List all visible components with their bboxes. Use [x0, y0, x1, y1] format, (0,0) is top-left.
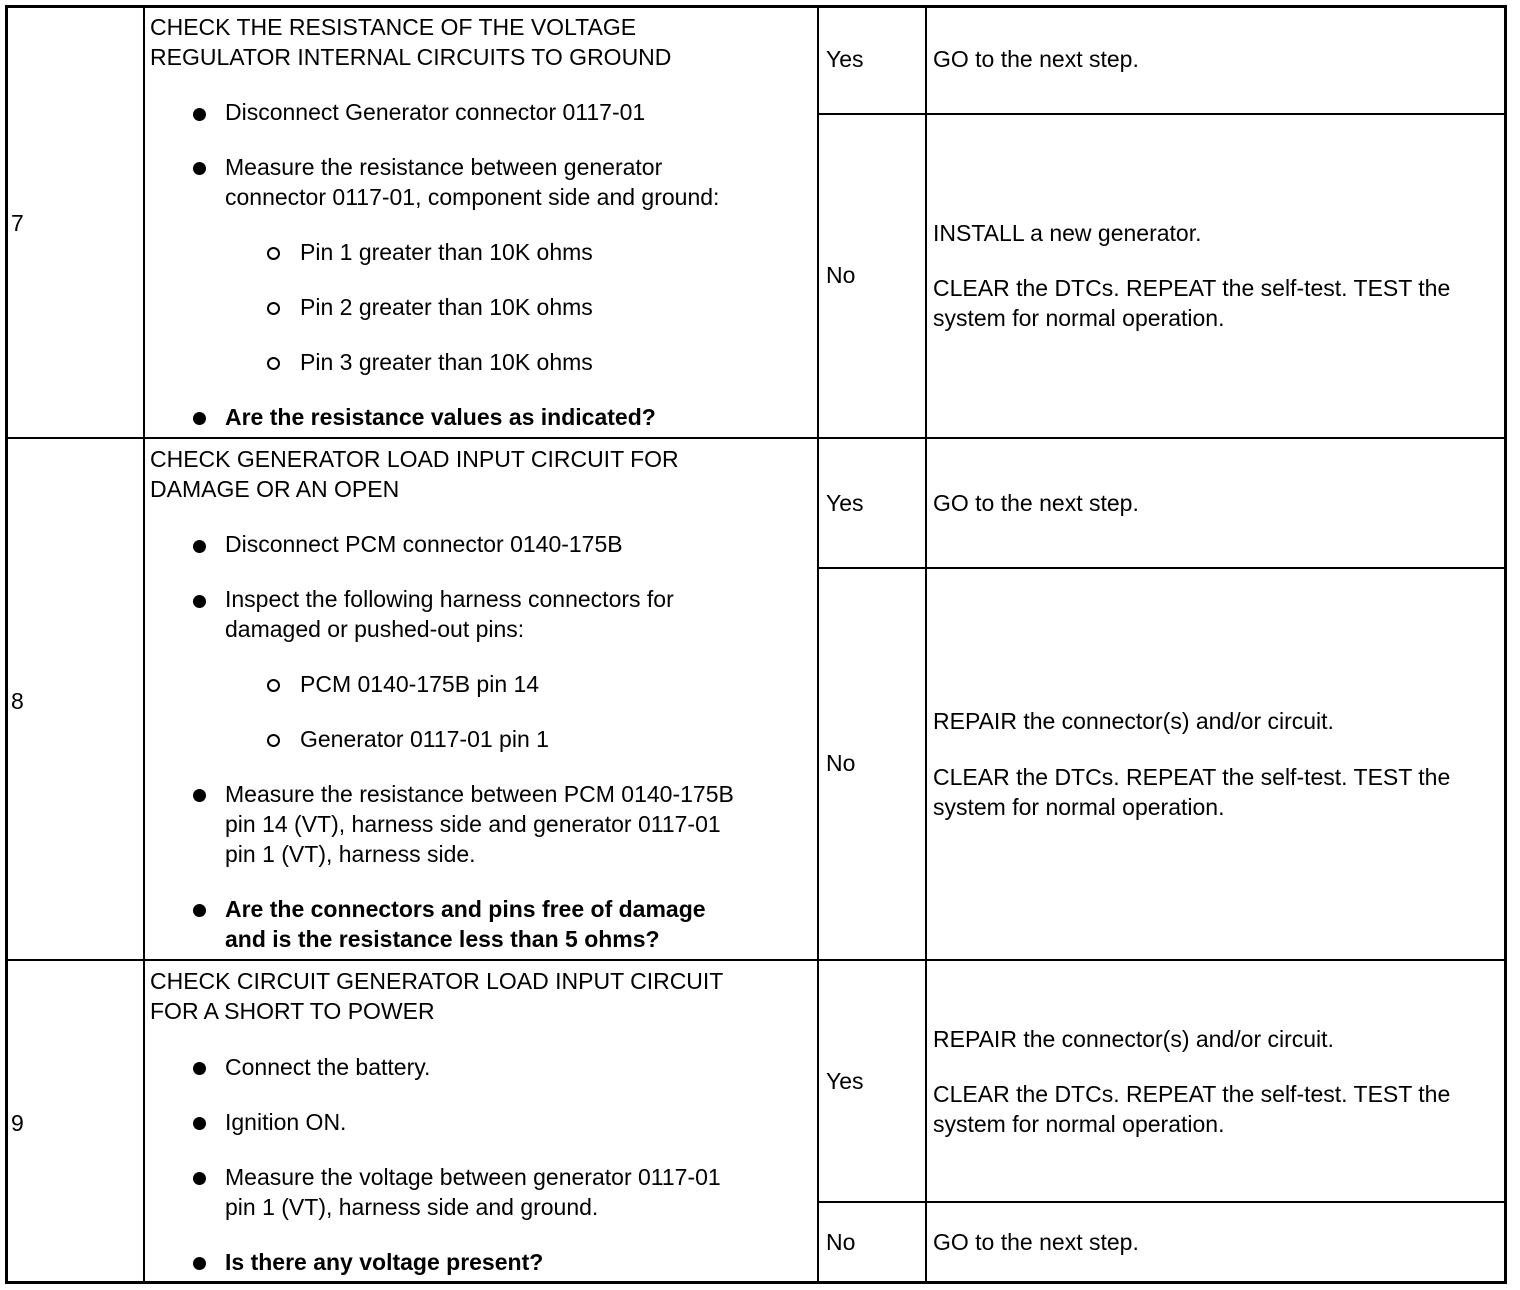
no-action: CLEAR the DTCs. REPEAT the self-test. TEST the: [933, 764, 1451, 790]
bullet-text: Measure the voltage between generator 0117-01: [225, 1164, 721, 1190]
yes-action: REPAIR the connector(s) and/or circuit.: [933, 1026, 1334, 1052]
bullet-icon: [193, 595, 206, 608]
bullet-icon: [193, 1172, 206, 1185]
col-divider-1: [143, 5, 145, 1284]
no-action: REPAIR the connector(s) and/or circuit.: [933, 708, 1334, 734]
sub-bullet-icon: [267, 302, 280, 315]
bullet-text: pin 1 (VT), harness side.: [225, 841, 476, 867]
question-text: Are the connectors and pins free of damage: [225, 896, 706, 922]
sub-bullet-icon: [267, 679, 280, 692]
bullet-text: pin 1 (VT), harness side and ground.: [225, 1194, 599, 1220]
sub-bullet-text: PCM 0140-175B pin 14: [300, 671, 540, 697]
no-action: INSTALL a new generator.: [933, 220, 1202, 246]
bullet-text: Ignition ON.: [225, 1109, 347, 1135]
sub-bullet-icon: [267, 247, 280, 260]
step-number: 7: [11, 210, 24, 236]
step-number: 8: [11, 688, 24, 714]
yes-action: CLEAR the DTCs. REPEAT the self-test. TEST the: [933, 1081, 1451, 1107]
step-title: FOR A SHORT TO POWER: [150, 998, 435, 1024]
bullet-icon: [193, 789, 206, 802]
bullet-icon: [193, 1062, 206, 1075]
question-text: Are the resistance values as indicated?: [225, 404, 656, 430]
sub-bullet-text: Generator 0117-01 pin 1: [300, 726, 549, 752]
step-title: REGULATOR INTERNAL CIRCUITS TO GROUND: [150, 44, 672, 70]
no-action: system for normal operation.: [933, 794, 1225, 820]
col-divider-2: [817, 5, 819, 1284]
row-divider-8-9: [5, 959, 1507, 961]
bullet-text: damaged or pushed-out pins:: [225, 616, 525, 642]
yes-action: GO to the next step.: [933, 46, 1139, 72]
yes-no-divider-8: [817, 567, 1507, 569]
no-label: No: [826, 262, 856, 288]
yes-label: Yes: [826, 490, 864, 516]
step-title: DAMAGE OR AN OPEN: [150, 476, 400, 502]
step-title: CHECK THE RESISTANCE OF THE VOLTAGE: [150, 14, 637, 40]
question-text: and is the resistance less than 5 ohms?: [225, 926, 660, 952]
yes-no-divider-7: [817, 113, 1507, 115]
bullet-icon: [193, 904, 206, 917]
sub-bullet-text: Pin 2 greater than 10K ohms: [300, 294, 593, 320]
yes-label: Yes: [826, 46, 864, 72]
bullet-icon: [193, 1117, 206, 1130]
bullet-text: Connect the battery.: [225, 1054, 431, 1080]
no-action: system for normal operation.: [933, 305, 1225, 331]
bullet-icon: [193, 1257, 206, 1270]
no-action: CLEAR the DTCs. REPEAT the self-test. TEST the: [933, 275, 1451, 301]
bullet-text: connector 0117-01, component side and ground:: [225, 184, 720, 210]
yes-no-divider-9: [817, 1201, 1507, 1203]
col-divider-3: [925, 5, 927, 1284]
step-title: CHECK CIRCUIT GENERATOR LOAD INPUT CIRCUIT: [150, 968, 724, 994]
yes-action: GO to the next step.: [933, 490, 1139, 516]
bullet-icon: [193, 540, 206, 553]
bullet-text: Measure the resistance between generator: [225, 154, 663, 180]
no-action: GO to the next step.: [933, 1229, 1139, 1255]
row-divider-7-8: [5, 437, 1507, 439]
question-text: Is there any voltage present?: [225, 1249, 544, 1275]
no-label: No: [826, 1229, 856, 1255]
step-title: CHECK GENERATOR LOAD INPUT CIRCUIT FOR: [150, 446, 679, 472]
bullet-icon: [193, 108, 206, 121]
bullet-text: pin 14 (VT), harness side and generator 0117-01: [225, 811, 721, 837]
bullet-text: Disconnect Generator connector 0117-01: [225, 99, 646, 125]
sub-bullet-text: Pin 1 greater than 10K ohms: [300, 239, 593, 265]
sub-bullet-text: Pin 3 greater than 10K ohms: [300, 349, 593, 375]
bullet-text: Measure the resistance between PCM 0140-175B: [225, 781, 734, 807]
bullet-icon: [193, 412, 206, 425]
step-number: 9: [11, 1110, 24, 1136]
yes-label: Yes: [826, 1068, 864, 1094]
no-label: No: [826, 750, 856, 776]
bullet-text: Inspect the following harness connectors for: [225, 586, 674, 612]
sub-bullet-icon: [267, 734, 280, 747]
yes-action: system for normal operation.: [933, 1111, 1225, 1137]
bullet-text: Disconnect PCM connector 0140-175B: [225, 531, 623, 557]
sub-bullet-icon: [267, 357, 280, 370]
bullet-icon: [193, 162, 206, 175]
